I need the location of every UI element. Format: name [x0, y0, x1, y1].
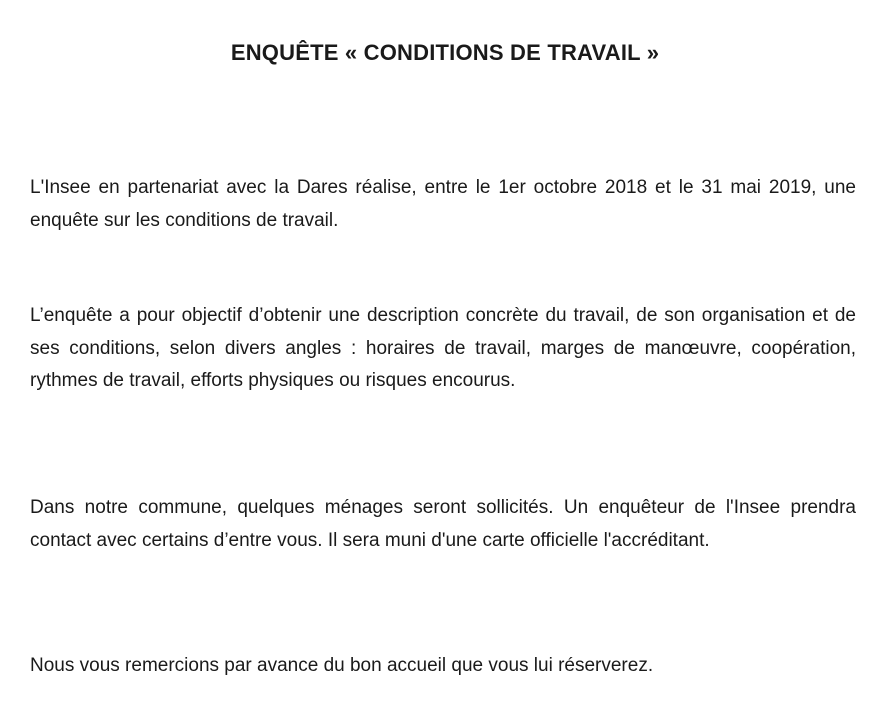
paragraph-commune-notice: Dans notre commune, quelques ménages seront sollicités. Un enquêteur de l'Insee prendra contact avec certains d’entre vous. Il sera muni d'une carte officielle l'accréditant.	[30, 497, 856, 551]
paragraph-survey-objective: L’enquête a pour objectif d’obtenir une description concrète du travail, de son organisation et de ses conditions, selon divers angles : horaires de travail, marges de manœuvre, coopération, rythmes de travail, efforts physiques ou risques encourus.	[30, 305, 856, 391]
paragraph-survey-intro: L'Insee en partenariat avec la Dares réalise, entre le 1er octobre 2018 et le 31 mai 2019, une enquête sur les conditions de travail.	[30, 177, 856, 231]
paragraph-thanks: Nous vous remercions par avance du bon accueil que vous lui réserverez.	[30, 655, 654, 676]
document-title: ENQUÊTE « CONDITIONS DE TRAVAIL »	[230, 40, 660, 65]
